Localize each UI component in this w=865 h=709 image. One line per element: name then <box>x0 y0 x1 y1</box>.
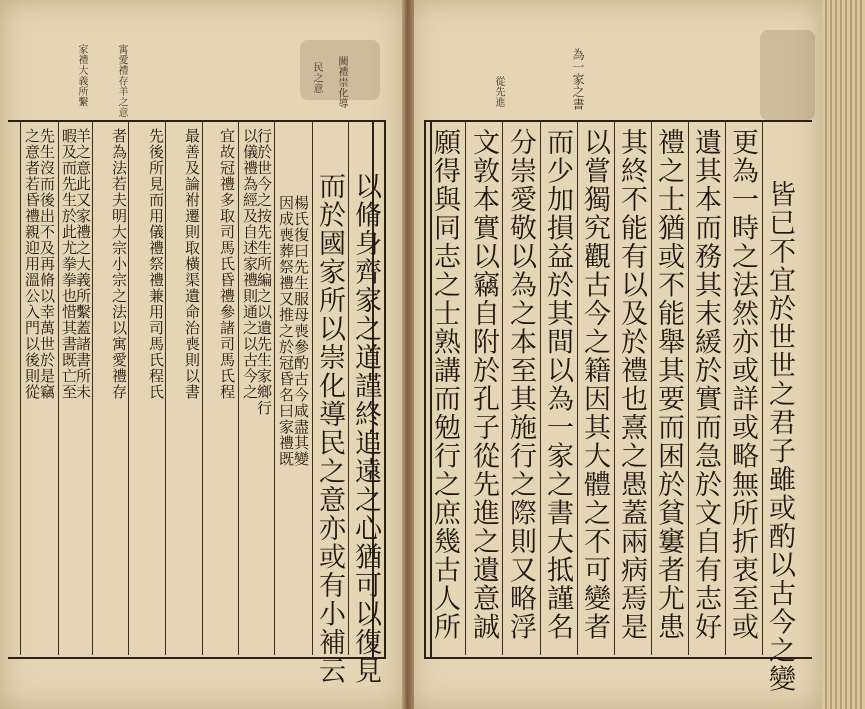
column-rule <box>92 122 93 655</box>
book-gutter <box>402 0 414 709</box>
text-column: 願得與同志之士熟講而勉行之庶幾古人所 <box>429 128 460 641</box>
column-rule <box>762 122 763 655</box>
column-rule <box>202 122 203 655</box>
commentary-column: 宜故冠禮多取司馬氏昏禮參諸司馬氏程 <box>218 128 236 400</box>
commentary-column: 楊氏復曰先生服母喪參酌古今咸盡其變 <box>292 195 310 467</box>
page-stain <box>300 40 380 100</box>
text-column: 其終不能有以及於禮也熹之愚蓋兩病焉是 <box>616 128 647 641</box>
column-rule <box>238 122 239 655</box>
header-note: 民之意 <box>311 62 322 94</box>
column-rule <box>274 122 275 655</box>
page-stain <box>760 30 815 120</box>
text-column: 而少加損益於其間以為一家之書大抵謹名 <box>542 128 573 641</box>
text-column: 而於國家所以崇化導民之意亦或有小補云 <box>314 172 345 685</box>
commentary-column: 羊之意此又家禮之大義所繫蓋諸書所未 <box>74 128 92 400</box>
column-rule <box>348 122 349 655</box>
header-note: 闕禮崇化導 <box>336 56 347 109</box>
column-rule <box>165 122 166 655</box>
header-note: 從先進 <box>493 76 504 108</box>
column-rule <box>540 122 541 655</box>
column-rule <box>58 122 59 655</box>
page-edges <box>822 0 865 709</box>
text-column: 更為一時之法然亦或詳或略無所折衷至或 <box>727 128 758 641</box>
column-rule <box>688 122 689 655</box>
column-rule <box>614 122 615 655</box>
commentary-column: 者為法若夫明大宗小宗之法以寓愛禮存 <box>110 128 128 400</box>
text-column: 文敦本實以竊自附於孔子從先進之遺意誠 <box>468 128 499 641</box>
text-column: 分崇愛敬以為之本至其施行之際則又略浮 <box>505 128 536 641</box>
commentary-column: 最善及論祔遷則取橫渠遺命治喪則以書 <box>183 128 201 400</box>
text-column: 以嘗獨究觀古今之籍因其大體之不可變者 <box>579 128 610 641</box>
commentary-column: 以儀禮為經及自述家禮則通之以古今之 <box>241 128 259 400</box>
column-rule <box>128 122 129 655</box>
column-rule <box>312 122 313 655</box>
commentary-column: 之意者若昏禮親迎用溫公入門以後則從 <box>23 128 41 400</box>
column-rule <box>725 122 726 655</box>
text-column: 遺其本而務其末緩於實而急於文自有志好 <box>690 128 721 641</box>
column-rule <box>651 122 652 655</box>
text-column: 以脩身齊家之道謹終追遠之心猶可以復見 <box>350 172 381 685</box>
commentary-column: 行於世今之按先生所編之以遺先生家鄉行 <box>255 128 273 416</box>
column-rule <box>465 122 466 655</box>
commentary-column: 暇及而先生於此尤拳拳也惜其書既亡至 <box>60 128 78 400</box>
header-note: 寓愛禮存羊之意 <box>116 44 127 118</box>
column-rule <box>20 122 21 655</box>
commentary-column: 先後所見而用儀禮祭禮兼用司馬氏程氏 <box>147 128 165 400</box>
header-note: 為一家之書 <box>571 48 585 111</box>
commentary-column: 因成喪葬祭禮又推之於冠昏名曰家禮既 <box>277 195 295 467</box>
text-column: 禮之士猶或不能舉其要而困於貧窶者尤患 <box>653 128 684 641</box>
commentary-column: 先生沒而後出不及再脩以幸萬世於是竊 <box>38 128 56 400</box>
text-column: 皆已不宜於世世之君子雖或酌以古今之變 <box>764 180 795 693</box>
column-rule <box>502 122 503 655</box>
header-note: 家禮大義所繫 <box>76 44 87 107</box>
column-rule <box>577 122 578 655</box>
